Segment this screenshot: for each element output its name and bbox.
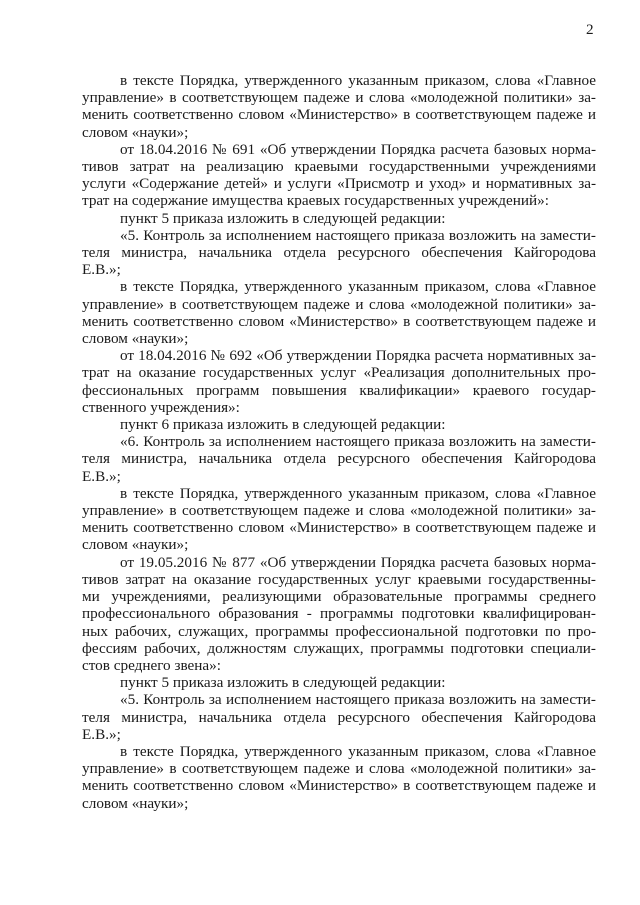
paragraph xyxy=(82,485,596,554)
text-line: менить соответственно словом «Министерство» в соответствующем падеже и xyxy=(82,519,596,537)
text-line: услуги «Содержание детей» и услуги «Присмотр и уход» и нормативных за- xyxy=(82,175,596,193)
text-line: тивов затрат на реализацию краевыми государственными учреждениями xyxy=(82,158,596,176)
text-line: ственного учреждения»: xyxy=(82,398,240,416)
paragraph xyxy=(82,347,596,416)
text-line: «5. Контроль за исполнением настоящего приказа возложить на замести- xyxy=(120,691,596,709)
text-line: управление» в соответствующем падеже и слова «молодежной политики» за- xyxy=(82,502,596,520)
text-line: от 18.04.2016 № 692 «Об утверждении Порядка расчета нормативных за- xyxy=(120,347,596,365)
text-line: управление» в соответствующем падеже и слова «молодежной политики» за- xyxy=(82,295,596,313)
text-line: тивов затрат на оказание государственных услуг краевыми государственны- xyxy=(82,570,596,588)
text-line: Е.В.»; xyxy=(82,725,121,743)
paragraph xyxy=(82,416,596,433)
paragraph xyxy=(82,210,596,227)
paragraph xyxy=(82,691,596,743)
page-number: 2 xyxy=(586,21,594,38)
text-line: словом «науки»; xyxy=(82,794,189,812)
text-line: «6. Контроль за исполнением настоящего приказа возложить на замести- xyxy=(120,433,596,451)
text-line: теля министра, начальника отдела ресурсного обеспечения Кайгородова xyxy=(82,708,596,726)
text-line: в тексте Порядка, утвержденного указанным приказом, слова «Главное xyxy=(120,742,596,760)
text-line: трат на оказание государственных услуг «Реализация дополнительных про- xyxy=(82,364,596,382)
text-line: фессиям рабочих, должностям служащих, программы подготовки специали- xyxy=(82,639,596,657)
text-line: Е.В.»; xyxy=(82,261,121,279)
text-line: пункт 5 приказа изложить в следующей редакции: xyxy=(120,209,446,227)
paragraph xyxy=(82,743,596,812)
text-line: фессиональных программ повышения квалификации» краевого государ- xyxy=(82,381,596,399)
paragraph xyxy=(82,554,596,674)
paragraph xyxy=(82,141,596,210)
text-line: ных рабочих, служащих, программы профессиональной подготовки по про- xyxy=(82,622,596,640)
paragraph xyxy=(82,72,596,141)
text-line: теля министра, начальника отдела ресурсного обеспечения Кайгородова xyxy=(82,244,596,262)
text-line: от 18.04.2016 № 691 «Об утверждении Порядка расчета базовых норма- xyxy=(120,140,596,158)
text-line: словом «науки»; xyxy=(82,330,189,348)
paragraph xyxy=(82,433,596,485)
text-line: пункт 6 приказа изложить в следующей редакции: xyxy=(120,416,446,434)
text-line: ми учреждениями, реализующими образовательные программы среднего xyxy=(82,588,596,606)
text-line: пункт 5 приказа изложить в следующей редакции: xyxy=(120,674,446,692)
text-line: стов среднего звена»: xyxy=(82,656,221,674)
text-line: управление» в соответствующем падеже и слова «молодежной политики» за- xyxy=(82,89,596,107)
text-line: в тексте Порядка, утвержденного указанным приказом, слова «Главное xyxy=(120,484,596,502)
text-line: менить соответственно словом «Министерство» в соответствующем падеже и xyxy=(82,106,596,124)
text-line: в тексте Порядка, утвержденного указанным приказом, слова «Главное xyxy=(120,72,596,89)
paragraph xyxy=(82,674,596,691)
text-line: менить соответственно словом «Министерство» в соответствующем падеже и xyxy=(82,777,596,795)
text-line: от 19.05.2016 № 877 «Об утверждении Порядка расчета базовых норма- xyxy=(120,553,596,571)
text-line: теля министра, начальника отдела ресурсного обеспечения Кайгородова xyxy=(82,450,596,468)
text-line: управление» в соответствующем падеже и слова «молодежной политики» за- xyxy=(82,760,596,778)
paragraph xyxy=(82,227,596,279)
document-body xyxy=(82,72,596,812)
text-line: словом «науки»; xyxy=(82,536,189,554)
text-line: «5. Контроль за исполнением настоящего приказа возложить на замести- xyxy=(120,226,596,244)
text-line: менить соответственно словом «Министерство» в соответствующем падеже и xyxy=(82,312,596,330)
text-line: Е.В.»; xyxy=(82,467,121,485)
text-line: профессионального образования - программы подготовки квалифицирован- xyxy=(82,605,596,623)
text-line: в тексте Порядка, утвержденного указанным приказом, слова «Главное xyxy=(120,278,596,296)
text-line: трат на содержание имущества краевых государственных учреждений»: xyxy=(82,192,549,210)
paragraph xyxy=(82,278,596,347)
text-line: словом «науки»; xyxy=(82,123,189,141)
